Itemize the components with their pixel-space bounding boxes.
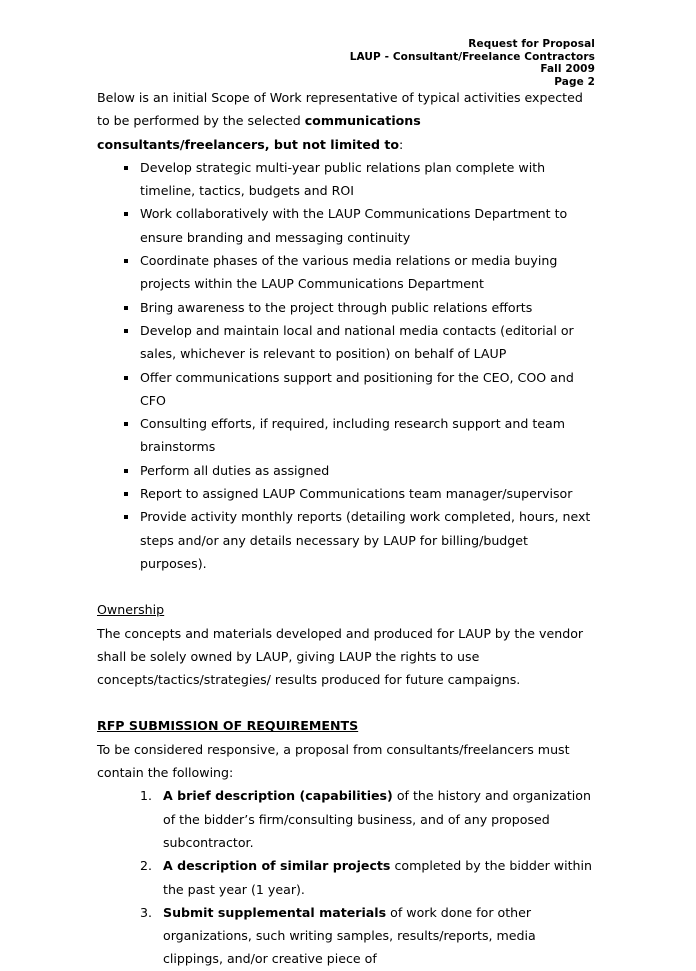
list-item-number: 3. bbox=[140, 904, 153, 920]
document-body bbox=[97, 86, 595, 971]
document-header bbox=[350, 38, 595, 88]
square-bullet-icon bbox=[124, 515, 128, 519]
list-item bbox=[97, 156, 595, 203]
list-item bbox=[97, 482, 595, 505]
square-bullet-icon bbox=[124, 329, 128, 333]
header-line-term: Fall 2009 bbox=[540, 63, 595, 76]
scope-of-work-list bbox=[97, 156, 595, 575]
intro-text-emphasis: communications consultants/freelancers, but not limited to bbox=[97, 113, 421, 152]
list-item bbox=[97, 784, 595, 854]
list-item-number: 2. bbox=[140, 858, 153, 874]
list-item-label: Provide activity monthly reports (detailing work completed, hours, next steps and/or any details necessary by LAUP for billing/budget purposes). bbox=[140, 509, 591, 571]
ownership-heading-row bbox=[97, 598, 595, 621]
header-line-page-number: Page 2 bbox=[554, 75, 595, 88]
intro-paragraph bbox=[97, 86, 595, 156]
list-item-label: Work collaboratively with the LAUP Communications Department to ensure branding and messaging continuity bbox=[140, 206, 568, 245]
square-bullet-icon bbox=[124, 422, 128, 426]
list-item-label: Offer communications support and positioning for the CEO, COO and CFO bbox=[140, 369, 574, 408]
list-item bbox=[97, 249, 595, 296]
list-item bbox=[97, 505, 595, 575]
square-bullet-icon bbox=[124, 306, 128, 310]
list-item-label: Consulting efforts, if required, including research support and team brainstorms bbox=[140, 416, 566, 455]
list-item-emphasis: A description of similar projects bbox=[163, 858, 391, 874]
list-item-label: completed by the bidder within the past year (1 year). bbox=[163, 858, 592, 897]
square-bullet-icon bbox=[124, 259, 128, 263]
list-item bbox=[97, 412, 595, 459]
square-bullet-icon bbox=[124, 376, 128, 380]
list-item bbox=[97, 366, 595, 413]
rfp-submission-heading: RFP SUBMISSION OF REQUIREMENTS bbox=[97, 718, 359, 734]
list-item-label: of work done for other organizations, such writing samples, results/reports, media clippings, and/or creative piece of bbox=[163, 904, 536, 967]
header-line-request-for-proposal: Request for Proposal bbox=[468, 38, 595, 50]
ownership-paragraph: The concepts and materials developed and produced for LAUP by the vendor shall be solely owned by LAUP, giving LAUP the rights to use concepts/tactics/strategies/ results produced for future campaigns. bbox=[97, 625, 584, 688]
list-item-label: Develop and maintain local and national media contacts (editorial or sales, whichever is relevant to position) on behalf of LAUP bbox=[140, 322, 574, 362]
list-item-label: Report to assigned LAUP Communications team manager/supervisor bbox=[140, 486, 573, 502]
square-bullet-icon bbox=[124, 212, 128, 216]
rfp-submission-heading-row bbox=[97, 714, 595, 737]
list-item-label: Coordinate phases of the various media relations or media buying projects within the LAUP Communications Department bbox=[140, 253, 558, 292]
section-spacer bbox=[97, 691, 595, 714]
list-item-number: 1. bbox=[140, 788, 153, 804]
list-item-label: Bring awareness to the project through public relations efforts bbox=[140, 299, 533, 315]
list-item bbox=[97, 319, 595, 366]
section-spacer bbox=[97, 575, 595, 598]
list-item bbox=[97, 854, 595, 901]
list-item-label: of the history and organization of the bidder’s firm/consulting business, and of any proposed subcontractor. bbox=[163, 788, 591, 850]
list-item bbox=[97, 459, 595, 482]
list-item-emphasis: A brief description (capabilities) bbox=[163, 788, 393, 804]
square-bullet-icon bbox=[124, 492, 128, 496]
list-item bbox=[97, 901, 595, 971]
list-item-label: Develop strategic multi-year public relations plan complete with timeline, tactics, budgets and ROI bbox=[140, 159, 546, 199]
intro-text-leading: Below is an initial Scope of Work representative of typical activities expected to be performed by the selected bbox=[97, 90, 583, 129]
intro-text-trailing: : bbox=[399, 136, 404, 152]
ownership-heading: Ownership bbox=[97, 602, 165, 618]
header-line-organization: LAUP - Consultant/Freelance Contractors bbox=[349, 50, 595, 63]
list-item-emphasis: Submit supplemental materials bbox=[163, 904, 387, 920]
rfp-submission-intro: To be considered responsive, a proposal from consultants/freelancers must contain the following: bbox=[97, 741, 570, 781]
square-bullet-icon bbox=[124, 469, 128, 473]
list-item-label: Perform all duties as assigned bbox=[140, 462, 330, 478]
rfp-requirements-list bbox=[97, 784, 595, 970]
list-item bbox=[97, 202, 595, 249]
square-bullet-icon bbox=[124, 166, 128, 170]
list-item bbox=[97, 296, 595, 319]
